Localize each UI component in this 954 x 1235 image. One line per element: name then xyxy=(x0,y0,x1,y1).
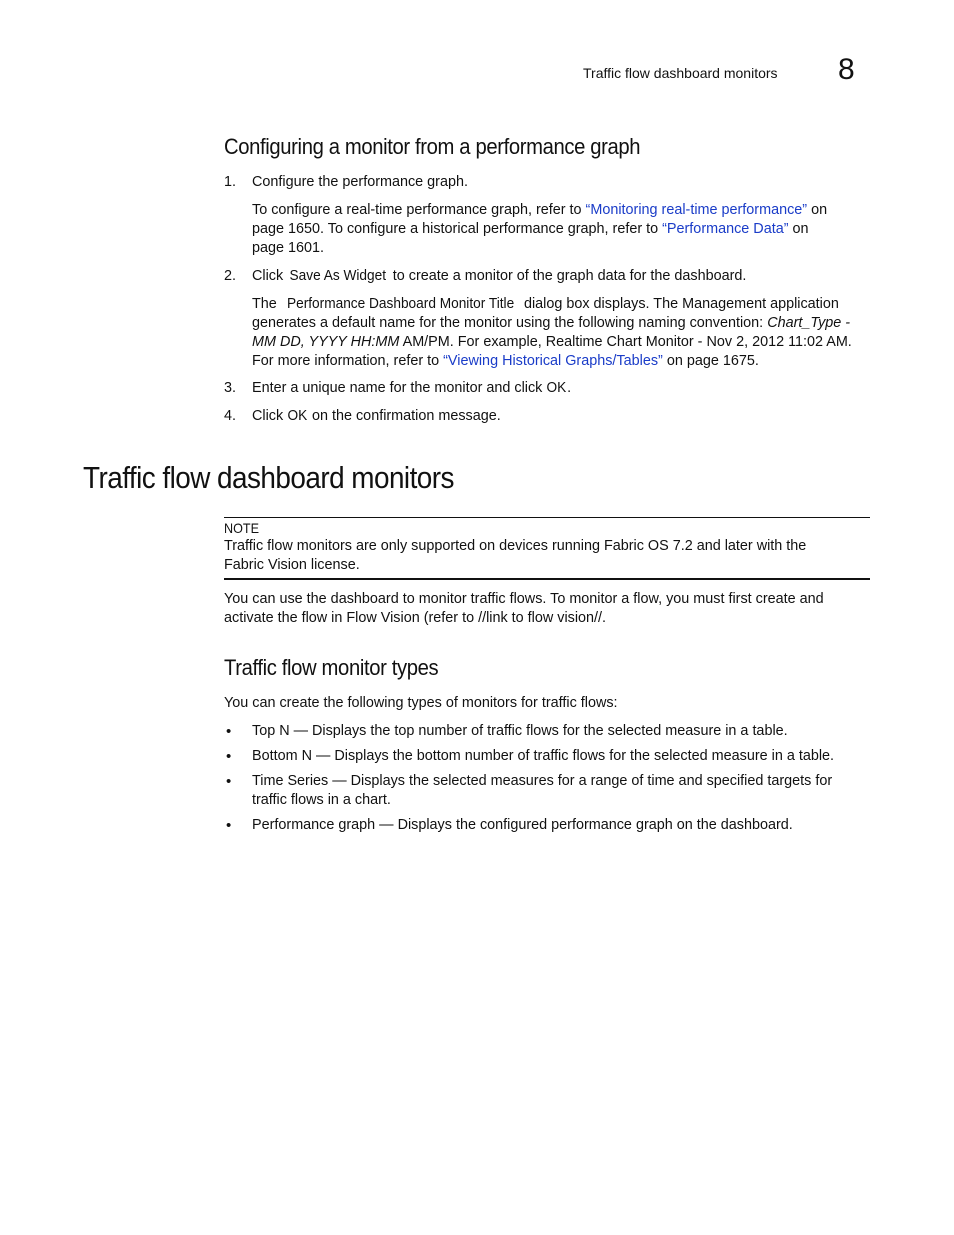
detail-text: dialog box displays. The Management application xyxy=(519,296,839,312)
step-number: 3. xyxy=(224,380,237,396)
list-item-text: traffic flows in a chart. xyxy=(252,792,391,808)
ui-term-save-as-widget: Save As Widget xyxy=(289,268,387,284)
section-heading-traffic-flow-dashboard-monitors: Traffic flow dashboard monitors xyxy=(83,460,454,495)
list-item: Bottom N — Displays the bottom number of traffic flows for the selected measure in a table. xyxy=(252,748,835,764)
note-top-rule xyxy=(224,517,870,518)
step-number: 4. xyxy=(224,408,237,424)
detail-text: To configure a real-time performance graph, refer to xyxy=(252,202,586,218)
ui-term-dialog-title: Performance Dashboard Monitor Title xyxy=(286,296,514,312)
list-item xyxy=(252,772,872,810)
ui-term-ok: OK xyxy=(546,380,567,396)
list-item: Top N — Displays the top number of traffic flows for the selected measure in a table. xyxy=(252,723,788,739)
link-monitoring-real-time-performance[interactable]: “Monitoring real-time performance” xyxy=(585,202,808,218)
step-text-part: Enter a unique name for the monitor and click xyxy=(252,380,547,396)
list-item-text: Time Series — Displays the selected measures for a range of time and specified targets for xyxy=(252,773,833,789)
detail-text: page 1601. xyxy=(252,240,325,256)
link-viewing-historical-graphs[interactable]: “Viewing Historical Graphs/Tables” xyxy=(443,353,663,369)
section-heading-configuring-monitor: Configuring a monitor from a performance graph xyxy=(224,134,641,159)
note-body xyxy=(224,537,864,575)
step-text xyxy=(252,267,872,286)
detail-text: page 1650. To configure a historical performance graph, refer to xyxy=(252,221,663,237)
detail-text: on xyxy=(788,221,809,237)
bullet-mark: • xyxy=(226,748,232,765)
intro-text: activate the flow in Flow Vision (refer to //link to flow vision//. xyxy=(224,610,607,626)
running-header-title: Traffic flow dashboard monitors xyxy=(583,65,778,81)
note-bottom-rule xyxy=(224,578,870,580)
ui-term-ok: OK xyxy=(287,408,308,424)
bullet-mark: • xyxy=(226,723,232,740)
section-heading-traffic-flow-monitor-types: Traffic flow monitor types xyxy=(224,655,439,680)
naming-convention: Chart_Type - xyxy=(767,315,851,331)
detail-text: AM/PM. For example, Realtime Chart Monitor - Nov 2, 2012 11:02 AM. xyxy=(399,334,852,350)
step-detail xyxy=(252,201,872,258)
step-text-part: to create a monitor of the graph data for the dashboard. xyxy=(388,268,747,284)
note-text: Traffic flow monitors are only supported on devices running Fabric OS 7.2 and later with the xyxy=(224,538,807,554)
detail-text: For more information, refer to xyxy=(252,353,444,369)
step-text-part: on the confirmation message. xyxy=(307,408,501,424)
step-text-part: . xyxy=(567,380,572,396)
step-text-part: Click xyxy=(252,268,288,284)
step-text-part: Click xyxy=(252,408,288,424)
step-text xyxy=(252,379,872,398)
step-detail xyxy=(252,295,872,371)
step-text xyxy=(252,407,872,426)
link-performance-data[interactable]: “Performance Data” xyxy=(662,221,789,237)
naming-convention: MM DD, YYYY HH:MM xyxy=(252,334,400,350)
bullet-mark: • xyxy=(226,773,232,790)
note-text: Fabric Vision license. xyxy=(224,557,360,573)
step-number: 2. xyxy=(224,268,237,284)
list-item: Performance graph — Displays the configured performance graph on the dashboard. xyxy=(252,817,793,833)
step-number: 1. xyxy=(224,174,237,190)
bullet-mark: • xyxy=(226,817,232,834)
detail-text: on xyxy=(807,202,828,218)
detail-text: The xyxy=(252,296,281,312)
intro-paragraph xyxy=(224,590,870,628)
detail-text: generates a default name for the monitor using the following naming convention: xyxy=(252,315,768,331)
intro-text: You can use the dashboard to monitor traffic flows. To monitor a flow, you must first create and xyxy=(224,591,824,607)
chapter-number: 8 xyxy=(838,53,855,86)
detail-text: on page 1675. xyxy=(662,353,759,369)
note-label: NOTE xyxy=(224,520,260,536)
types-intro: You can create the following types of monitors for traffic flows: xyxy=(224,695,618,711)
step-text: Configure the performance graph. xyxy=(252,174,468,190)
